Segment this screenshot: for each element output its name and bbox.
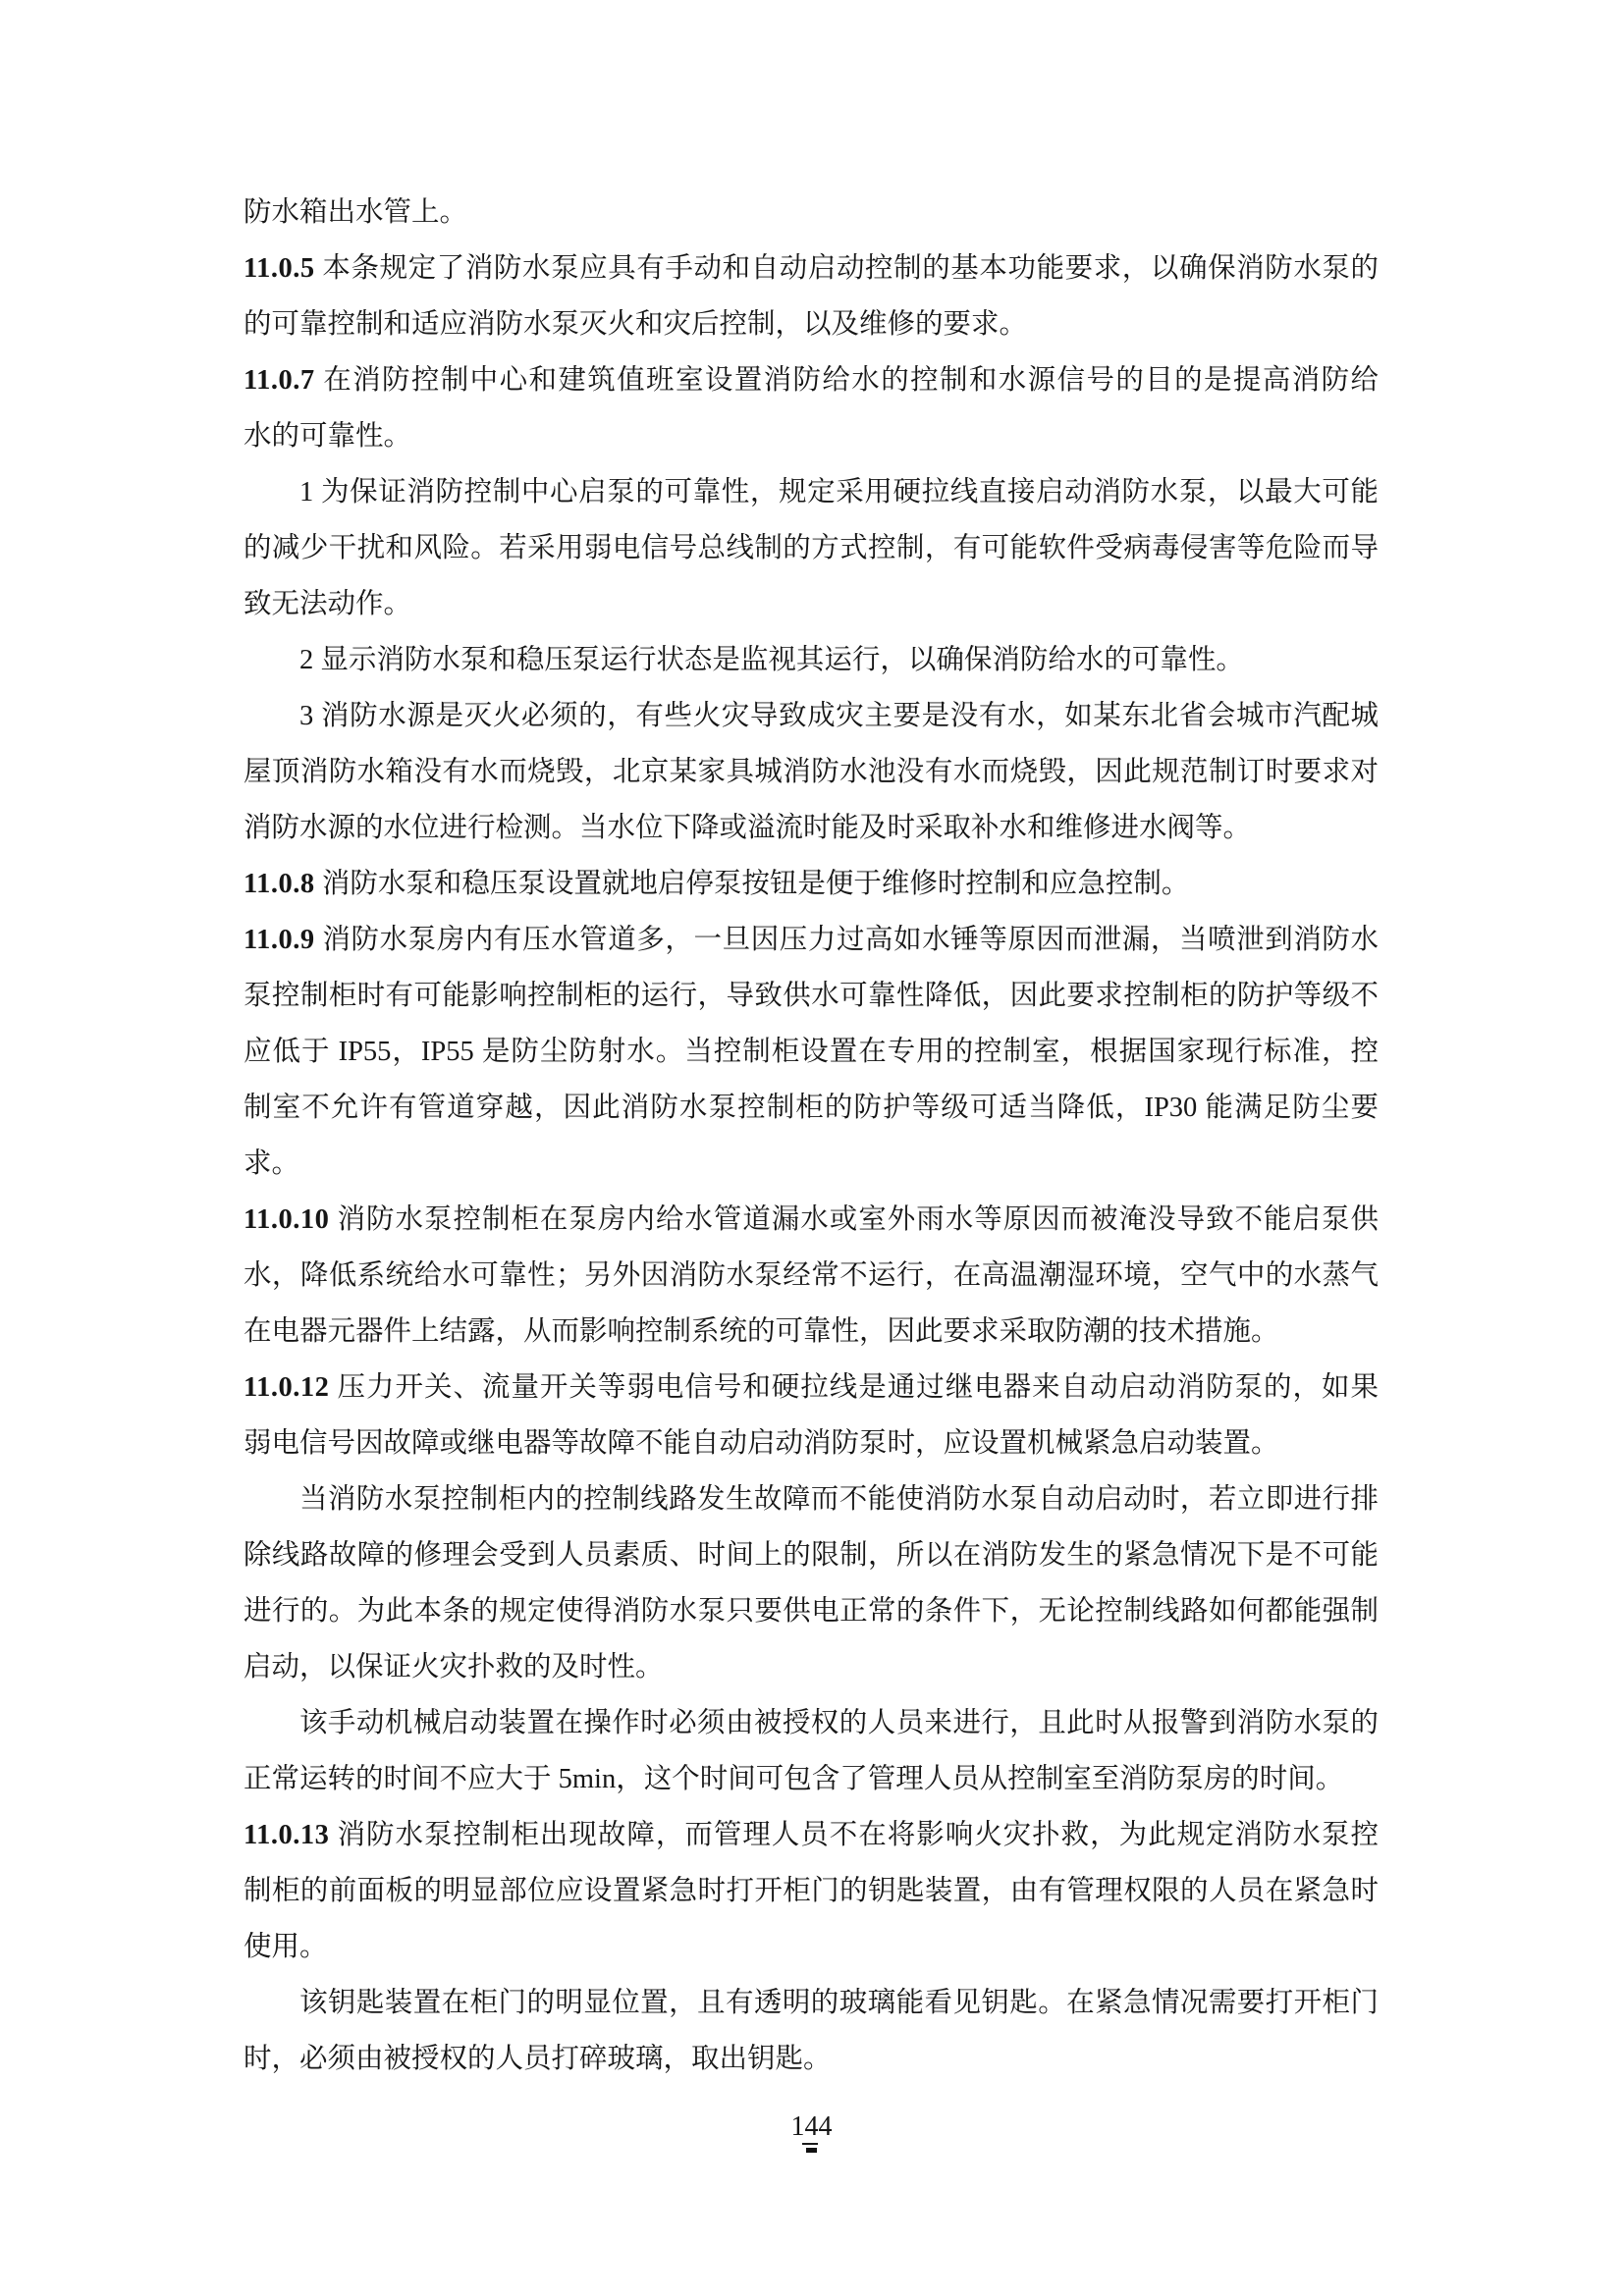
section-number: 11.0.7	[243, 365, 315, 396]
text-line: 11.0.13 消防水泵控制柜出现故障，而管理人员不在将影响火灾扑救，为此规定消防水泵控	[243, 1820, 1379, 1850]
text-line: 11.0.12 压力开关、流量开关等弱电信号和硬拉线是通过继电器来自动启动消防泵的，如果	[243, 1372, 1379, 1403]
text-line: 时，必须由被授权的人员打碎玻璃，取出钥匙。	[243, 2044, 832, 2074]
text-line: 启动，以保证火灾扑救的及时性。	[243, 1652, 664, 1682]
text-line: 致无法动作。	[243, 589, 412, 619]
text-line: 11.0.8 消防水泵和稳压泵设置就地启停泵按钮是便于维修时控制和应急控制。	[243, 869, 1190, 899]
text-line: 当消防水泵控制柜内的控制线路发生故障而不能使消防水泵自动启动时，若立即进行排	[299, 1484, 1379, 1515]
text-line: 屋顶消防水箱没有水而烧毁，北京某家具城消防水池没有水而烧毁，因此规范制订时要求对	[243, 757, 1379, 787]
text-line: 11.0.7 在消防控制中心和建筑值班室设置消防给水的控制和水源信号的目的是提高消防给	[243, 365, 1379, 396]
text-line: 水的可靠性。	[243, 421, 412, 452]
text-line: 泵控制柜时有可能影响控制柜的运行，导致供水可靠性降低，因此要求控制柜的防护等级不	[243, 981, 1379, 1011]
page-number-mark	[806, 2148, 817, 2153]
page-footer	[0, 2110, 1623, 2144]
text-line: 正常运转的时间不应大于 5min，这个时间可包含了管理人员从控制室至消防泵房的时间。	[243, 1764, 1344, 1794]
text-line: 11.0.10 消防水泵控制柜在泵房内给水管道漏水或室外雨水等原因而被淹没导致不能启泵供	[243, 1204, 1379, 1235]
text-line: 2 显示消防水泵和稳压泵运行状态是监视其运行，以确保消防给水的可靠性。	[299, 645, 1244, 675]
section-number: 11.0.13	[243, 1820, 330, 1850]
text-line: 防水箱出水管上。	[243, 197, 468, 228]
text-line: 弱电信号因故障或继电器等故障不能自动启动消防泵时，应设置机械紧急启动装置。	[243, 1428, 1279, 1459]
text-line: 制室不允许有管道穿越，因此消防水泵控制柜的防护等级可适当降低，IP30 能满足防尘要	[243, 1093, 1379, 1123]
text-line: 应低于 IP55，IP55 是防尘防射水。当控制柜设置在专用的控制室，根据国家现行标准，控	[243, 1037, 1379, 1067]
page-number-underline	[802, 2143, 818, 2145]
text-line: 消防水源的水位进行检测。当水位下降或溢流时能及时采取补水和维修进水阀等。	[243, 813, 1252, 843]
text-line: 除线路故障的修理会受到人员素质、时间上的限制，所以在消防发生的紧急情况下是不可能	[243, 1540, 1379, 1571]
document-body	[243, 185, 1379, 2087]
text-line: 11.0.9 消防水泵房内有压水管道多，一旦因压力过高如水锤等原因而泄漏，当喷泄到消防水	[243, 925, 1379, 955]
section-number: 11.0.12	[243, 1372, 330, 1403]
section-number: 11.0.9	[243, 925, 315, 955]
text-line: 在电器元器件上结露，从而影响控制系统的可靠性，因此要求采取防潮的技术措施。	[243, 1316, 1279, 1347]
text-line: 使用。	[243, 1932, 328, 1962]
section-number: 11.0.10	[243, 1204, 330, 1235]
text-line: 进行的。为此本条的规定使得消防水泵只要供电正常的条件下，无论控制线路如何都能强制	[243, 1596, 1379, 1627]
text-line: 该手动机械启动装置在操作时必须由被授权的人员来进行，且此时从报警到消防水泵的	[299, 1708, 1379, 1738]
section-number: 11.0.8	[243, 869, 315, 899]
text-line: 求。	[243, 1148, 300, 1179]
text-line: 11.0.5 本条规定了消防水泵应具有手动和自动启动控制的基本功能要求，以确保消防水泵的	[243, 253, 1379, 284]
section-number: 11.0.5	[243, 253, 315, 284]
text-line: 该钥匙装置在柜门的明显位置，且有透明的玻璃能看见钥匙。在紧急情况需要打开柜门	[299, 1988, 1379, 2018]
text-line: 水，降低系统给水可靠性；另外因消防水泵经常不运行，在高温潮湿环境，空气中的水蒸气	[243, 1260, 1379, 1291]
page-number: 144	[790, 2111, 833, 2142]
text-line: 的减少干扰和风险。若采用弱电信号总线制的方式控制，有可能软件受病毒侵害等危险而导	[243, 533, 1379, 563]
text-line: 3 消防水源是灭火必须的，有些火灾导致成灾主要是没有水，如某东北省会城市汽配城	[299, 701, 1379, 731]
text-line: 制柜的前面板的明显部位应设置紧急时打开柜门的钥匙装置，由有管理权限的人员在紧急时	[243, 1876, 1379, 1906]
text-line: 的可靠控制和适应消防水泵灭火和灾后控制，以及维修的要求。	[243, 309, 1028, 340]
text-line: 1 为保证消防控制中心启泵的可靠性，规定采用硬拉线直接启动消防水泵，以最大可能	[299, 477, 1379, 507]
